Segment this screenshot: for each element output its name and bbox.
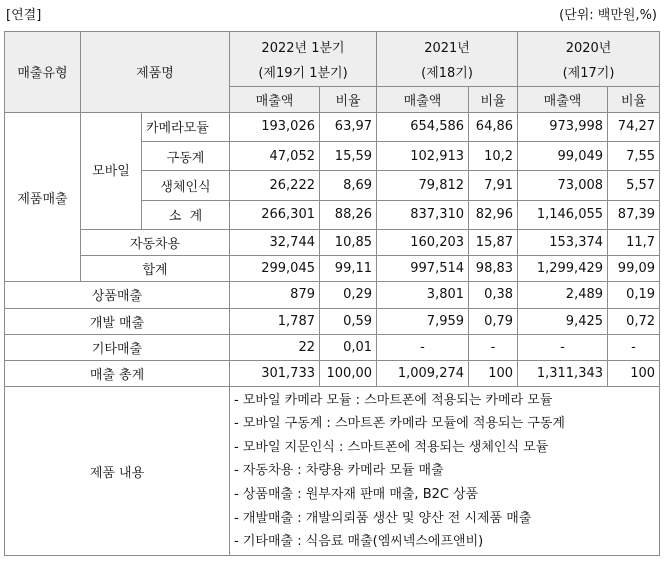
table-row <box>5 282 660 308</box>
cell-value: 0,01 <box>320 334 377 360</box>
cell-value: - <box>377 334 469 360</box>
product-name: 카메라모듈 <box>142 112 230 141</box>
cell-value: 99,09 <box>608 256 660 282</box>
desc-line: - 모바일 카메라 모듈 : 스마트폰에 적용되는 카메라 모듈 <box>234 392 553 408</box>
product-name: 자동차용 <box>81 229 230 255</box>
cell-value: 301,733 <box>230 361 320 387</box>
desc-line: - 자동차용 : 차량용 카메라 모듈 매출 <box>234 463 444 479</box>
consolidated-label: [연결] <box>6 8 42 23</box>
cell-value: 0,38 <box>469 282 518 308</box>
sales-table <box>4 31 660 556</box>
product-name: 매출 총계 <box>5 361 230 387</box>
desc-line: - 모바일 구동계 : 스마트폰 카메라 모듈에 적용되는 구동계 <box>234 416 565 432</box>
header-period-2020: 2020년 (제17기) <box>518 32 660 87</box>
cell-value: 79,812 <box>377 171 469 200</box>
table-row <box>5 308 660 334</box>
cell-value: 87,39 <box>608 200 660 229</box>
cell-value: 837,310 <box>377 200 469 229</box>
header-ratio: 비율 <box>608 86 660 112</box>
cell-value: 73,008 <box>518 171 608 200</box>
cell-value: 7,55 <box>608 142 660 171</box>
cell-value: 5,57 <box>608 171 660 200</box>
header-product: 제품명 <box>81 32 230 113</box>
cell-value: 32,744 <box>230 229 320 255</box>
cell-value: - <box>469 334 518 360</box>
cell-value: 63,97 <box>320 112 377 141</box>
cell-value: 22 <box>230 334 320 360</box>
group-mobile-label: 모바일 <box>92 163 130 179</box>
cell-value: 100 <box>608 361 660 387</box>
cell-value: 1,146,055 <box>518 200 608 229</box>
table-row <box>5 334 660 360</box>
product-name: 기타매출 <box>5 334 230 360</box>
table-row <box>5 387 660 556</box>
cell-value: 88,26 <box>320 200 377 229</box>
cell-value: 102,913 <box>377 142 469 171</box>
cell-value: 3,801 <box>377 282 469 308</box>
cell-value: 0,29 <box>320 282 377 308</box>
header-amount: 매출액 <box>518 86 608 112</box>
cell-value: 0,59 <box>320 308 377 334</box>
cell-value: 1,787 <box>230 308 320 334</box>
cell-value: 973,998 <box>518 112 608 141</box>
cell-value: 9,425 <box>518 308 608 334</box>
desc-line: - 개발매출 : 개발의뢰품 생산 및 양산 전 시제품 매출 <box>234 510 532 526</box>
cell-value: 11,7 <box>608 229 660 255</box>
cell-value: 193,026 <box>230 112 320 141</box>
cell-value: 99,11 <box>320 256 377 282</box>
table-row <box>5 229 660 255</box>
cell-value: 82,96 <box>469 200 518 229</box>
cell-value: 2,489 <box>518 282 608 308</box>
cell-value: - <box>518 334 608 360</box>
cell-value: 299,045 <box>230 256 320 282</box>
header-amount: 매출액 <box>377 86 469 112</box>
group-product-sales: 제품매출 <box>5 112 81 282</box>
cell-value: 153,374 <box>518 229 608 255</box>
table-row <box>5 256 660 282</box>
cell-value: 64,86 <box>469 112 518 141</box>
header-amount: 매출액 <box>230 86 320 112</box>
cell-value: 15,59 <box>320 142 377 171</box>
product-name: 개발 매출 <box>5 308 230 334</box>
cell-value: 74,27 <box>608 112 660 141</box>
product-name: 생체인식 <box>142 171 230 200</box>
desc-line: - 모바일 지문인식 : 스마트폰에 적용되는 생체인식 모듈 <box>234 439 549 455</box>
desc-line: - 기타매출 : 식음료 매출(엠씨넥스에프앤비) <box>234 534 484 550</box>
cell-value: 0,72 <box>608 308 660 334</box>
cell-value: 15,87 <box>469 229 518 255</box>
cell-value: 1,311,343 <box>518 361 608 387</box>
cell-value: 47,052 <box>230 142 320 171</box>
cell-value: 654,586 <box>377 112 469 141</box>
desc-label: 제품 내용 <box>5 387 230 556</box>
header-ratio: 비율 <box>320 86 377 112</box>
cell-value: 10,85 <box>320 229 377 255</box>
cell-value: 100 <box>469 361 518 387</box>
cell-value: 99,049 <box>518 142 608 171</box>
product-name: 상품매출 <box>5 282 230 308</box>
cell-value: 266,301 <box>230 200 320 229</box>
cell-value: - <box>608 334 660 360</box>
cell-value: 997,514 <box>377 256 469 282</box>
header-period-2021: 2021년 (제18기) <box>377 32 518 87</box>
cell-value: 8,69 <box>320 171 377 200</box>
cell-value: 160,203 <box>377 229 469 255</box>
cell-value: 1,299,429 <box>518 256 608 282</box>
product-name: 합계 <box>81 256 230 282</box>
cell-value: 0,19 <box>608 282 660 308</box>
product-name: 소 계 <box>142 200 230 229</box>
cell-value: 7,91 <box>469 171 518 200</box>
table-row <box>5 361 660 387</box>
header-ratio: 비율 <box>469 86 518 112</box>
cell-value: 1,009,274 <box>377 361 469 387</box>
cell-value: 7,959 <box>377 308 469 334</box>
header-type: 매출유형 <box>5 32 81 113</box>
cell-value: 26,222 <box>230 171 320 200</box>
header-period-2022: 2022년 1분기 (제19기 1분기) <box>230 32 377 87</box>
desc-line: - 상품매출 : 원부자재 판매 매출, B2C 상품 <box>234 486 479 502</box>
cell-value: 879 <box>230 282 320 308</box>
cell-value: 98,83 <box>469 256 518 282</box>
unit-label: (단위: 백만원,%) <box>559 8 657 23</box>
cell-value: 100,00 <box>320 361 377 387</box>
cell-value: 10,2 <box>469 142 518 171</box>
cell-value: 0,79 <box>469 308 518 334</box>
desc-list <box>230 387 660 556</box>
product-name: 구동계 <box>142 142 230 171</box>
